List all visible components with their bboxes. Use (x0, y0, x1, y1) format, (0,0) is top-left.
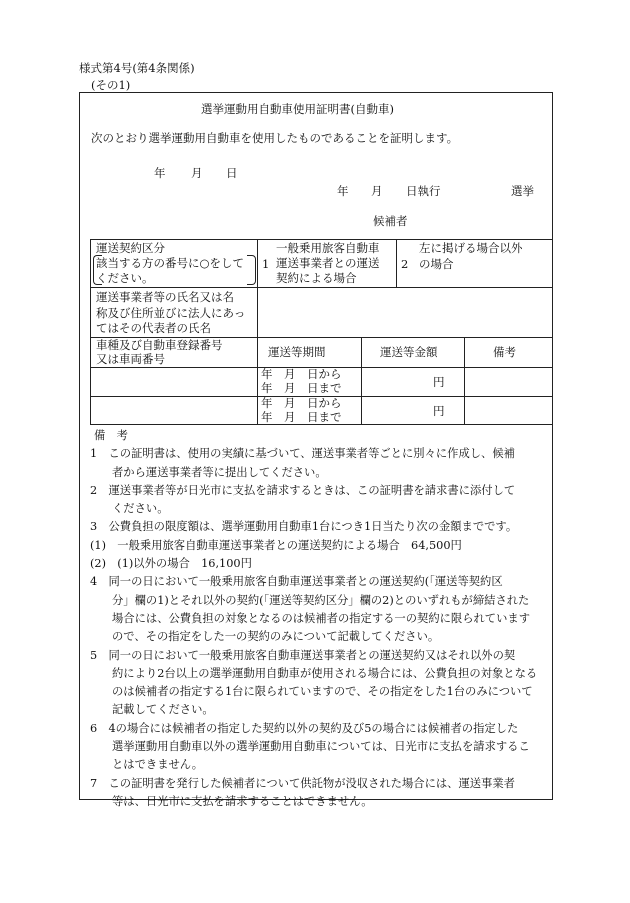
candidate-label: 候補者 (373, 214, 408, 228)
contract-label: 運送契約区分 該当する方の番号に○をして ください。 (96, 241, 245, 285)
left-bracket (93, 255, 102, 285)
form-part: (その1) (91, 78, 131, 92)
election-label: 選挙 (511, 184, 534, 198)
election-held: 日執行 (406, 184, 441, 198)
notes-section: 備 考 1 この証明書は、使用の実績に基づいて、運送事業者等ごとに別々に作成し、候補 者から運送事業者等に提出してください。 2 運送事業者等が日光市に支払を請求するときは、この証明書を請求書に添付して ください。 3 公費負担の限度額は、選挙運動用自動車1台につき1日当たり次の金額までです。 (1) 一般乗用旅客自動車運送事業者との運送契約による場合 64,500円 (2) (1)以外の場合 16,100円 4 同一の日において一般乗用旅客自動車運送事業者との運送契約(「運送等契約区 分」欄の1)とそれ以外の契約(「運送等契約区分」欄の2)とのいずれもが締結された 場合には、公費負担の対象となるのは候補者の指定する一の契約に限られています ので、その指定をした一の契約のみについて記載してください。 5 同一の日において一般乗用旅客自動車運送事業者との運送契約又はそれ以外の契 約により2台以上の選挙運動用自動車が使用される場合には、公費負担の対象となる のは候補者の指定する1台に限られていますので、その指定をした1台のみについて 記載してください。 6 4の場合には候補者の指定した契約以外の契約及び5の場合には候補者の指定した 選挙運動用自動車以外の選挙運動用自動車については、日光市に支払を請求するこ とはできません。 7 この証明書を発行した候補者について供託物が没収された場合には、運送事業者 等は、日光市に支払を請求することはできません。 (90, 427, 550, 811)
date-day: 日 (226, 166, 238, 180)
election-month: 月 (371, 184, 383, 198)
vehicle-header: 車種及び自動車登録番号 又は車両番号 (96, 338, 223, 366)
notes-heading: 備 考 (94, 429, 128, 442)
row-1-yen: 円 (433, 375, 445, 389)
page-title: 選挙運動用自動車使用証明書(自動車) (201, 102, 394, 116)
row-2-yen: 円 (433, 404, 445, 418)
row-2-period: 年 月 日から 年 月 日まで (261, 396, 342, 424)
date-year: 年 (154, 166, 166, 180)
form-number: 様式第4号(第4条関係) (79, 61, 195, 75)
date-month: 月 (191, 166, 203, 180)
amount-header: 運送等金額 (380, 345, 438, 359)
statement: 次のとおり選挙運動用自動車を使用したものであることを証明します。 (91, 131, 459, 145)
option-1-number: 1 (262, 257, 270, 271)
election-year: 年 (337, 184, 349, 198)
option-2: 左に掲げる場合以外 の場合 (419, 241, 523, 271)
operator-label: 運送事業者等の氏名又は名 称及び住所並びに法人にあっ てはその代表者の氏名 (96, 290, 246, 335)
right-bracket (247, 255, 256, 285)
row-1-period: 年 月 日から 年 月 日まで (261, 367, 342, 395)
option-1: 一般乗用旅客自動車 運送事業者との運送 契約による場合 (276, 241, 380, 285)
option-2-number: 2 (401, 257, 409, 271)
period-header: 運送等期間 (268, 345, 326, 359)
remarks-header: 備考 (493, 345, 516, 359)
